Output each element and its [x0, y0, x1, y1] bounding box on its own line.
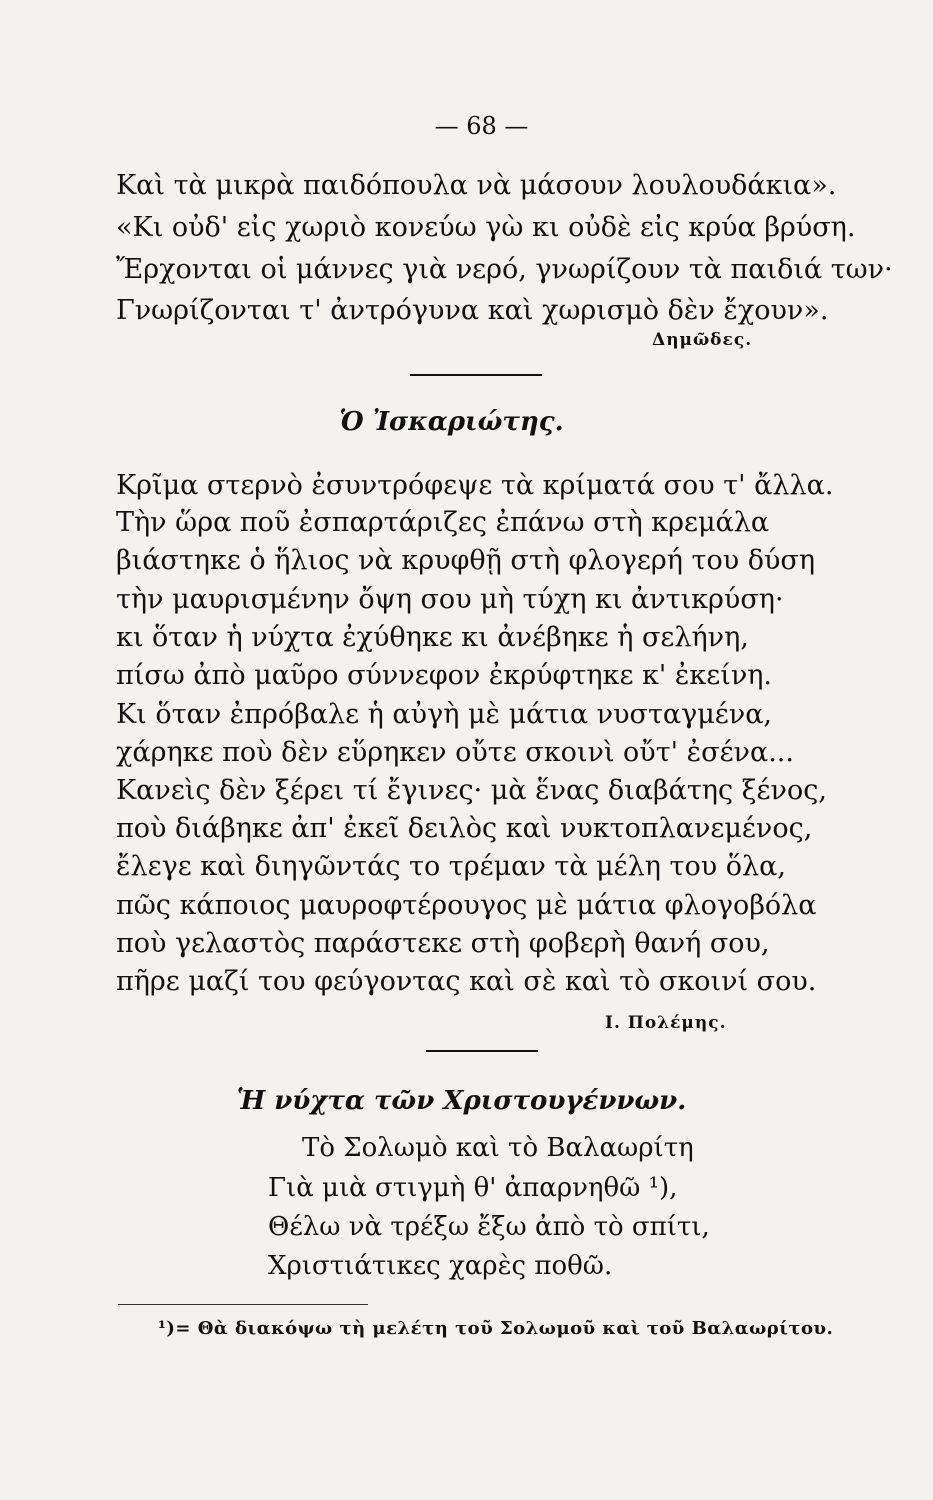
- poem-line: Καὶ τὰ μικρὰ παιδόπουλα νὰ μάσουν λουλουδάκια».: [116, 170, 837, 201]
- poem-line: Κανεὶς δὲν ξέρει τί ἔγινες· μὰ ἕνας διαβάτης ξένος,: [116, 775, 827, 806]
- poem-line: πῆρε μαζί του φεύγοντας καὶ σὲ καὶ τὸ σκοινί σου.: [116, 966, 817, 997]
- poem-line: τὴν μαυρισμένην ὄψη σου μὴ τύχη κι ἀντικρύση·: [116, 584, 784, 615]
- poem-line: βιάστηκε ὁ ἥλιος νὰ κρυφθῇ στὴ φλογερή του δύση: [116, 545, 816, 576]
- poem-line: Ἔρχονται οἱ μάννες γιὰ νερό, γνωρίζουν τὰ παιδιά των·: [116, 254, 893, 285]
- poem-line: χάρηκε ποὺ δὲν εὕρηκεν οὔτε σκοινὶ οὔτ' ἐσένα...: [116, 737, 794, 768]
- poem-line: Γιὰ μιὰ στιγμὴ θ' ἀπαρνηθῶ ¹),: [268, 1173, 678, 1203]
- page-number: — 68 —: [434, 112, 529, 140]
- section-divider: [426, 1050, 538, 1052]
- attribution: Ι. Πολέμης.: [605, 1013, 727, 1033]
- poem-line: κι ὅταν ἡ νύχτα ἐχύθηκε κι ἀνέβηκε ἡ σελήνη,: [116, 622, 749, 653]
- poem-line: ποὺ διάβηκε ἀπ' ἐκεῖ δειλὸς καὶ νυκτοπλανεμένος,: [116, 813, 813, 844]
- footnote: ¹)= Θὰ διακόψω τὴ μελέτη τοῦ Σολωμοῦ καὶ τοῦ Βαλαωρίτου.: [158, 1318, 834, 1339]
- poem-line: «Κι οὐδ' εἰς χωριὸ κονεύω γὼ κι οὐδὲ εἰς κρύα βρύση.: [116, 212, 856, 243]
- poem-title: Ὁ Ἰσκαριώτης.: [339, 407, 564, 437]
- poem-line: Τὸ Σολωμὸ καὶ τὸ Βαλαωρίτη: [302, 1133, 694, 1163]
- poem-line: ποὺ γελαστὸς παράστεκε στὴ φοβερὴ θανή σου,: [116, 928, 770, 959]
- poem-line: πίσω ἀπὸ μαῦρο σύννεφον ἐκρύφτηκε κ' ἐκείνη.: [116, 660, 773, 691]
- poem-line: Κι ὅταν ἐπρόβαλε ἡ αὐγὴ μὲ μάτια νυσταγμένα,: [116, 699, 773, 730]
- poem-line: Γνωρίζονται τ' ἀντρόγυνα καὶ χωρισμὸ δὲν ἔχουν».: [116, 295, 829, 326]
- poem-line: Τὴν ὥρα ποῦ ἐσπαρτάριζες ἐπάνω στὴ κρεμάλα: [116, 507, 770, 538]
- attribution: Δημῶδες.: [652, 330, 753, 350]
- poem-line: πῶς κάποιος μαυροφτέρουγος μὲ μάτια φλογοβόλα: [116, 890, 817, 921]
- poem-line: Θέλω νὰ τρέξω ἔξω ἀπὸ τὸ σπίτι,: [268, 1212, 710, 1242]
- poem-line: ἔλεγε καὶ διηγῶντάς το τρέμαν τὰ μέλη του ὅλα,: [116, 851, 786, 882]
- footnote-divider: [118, 1304, 368, 1305]
- section-divider: [410, 374, 542, 376]
- poem-line: Χριστιάτικες χαρὲς ποθῶ.: [268, 1251, 613, 1281]
- poem-title: Ἡ νύχτα τῶν Χριστουγέννων.: [236, 1086, 687, 1116]
- poem-line: Κρῖμα στερνὸ ἐσυντρόφεψε τὰ κρίματά σου τ' ἄλλα.: [116, 470, 834, 501]
